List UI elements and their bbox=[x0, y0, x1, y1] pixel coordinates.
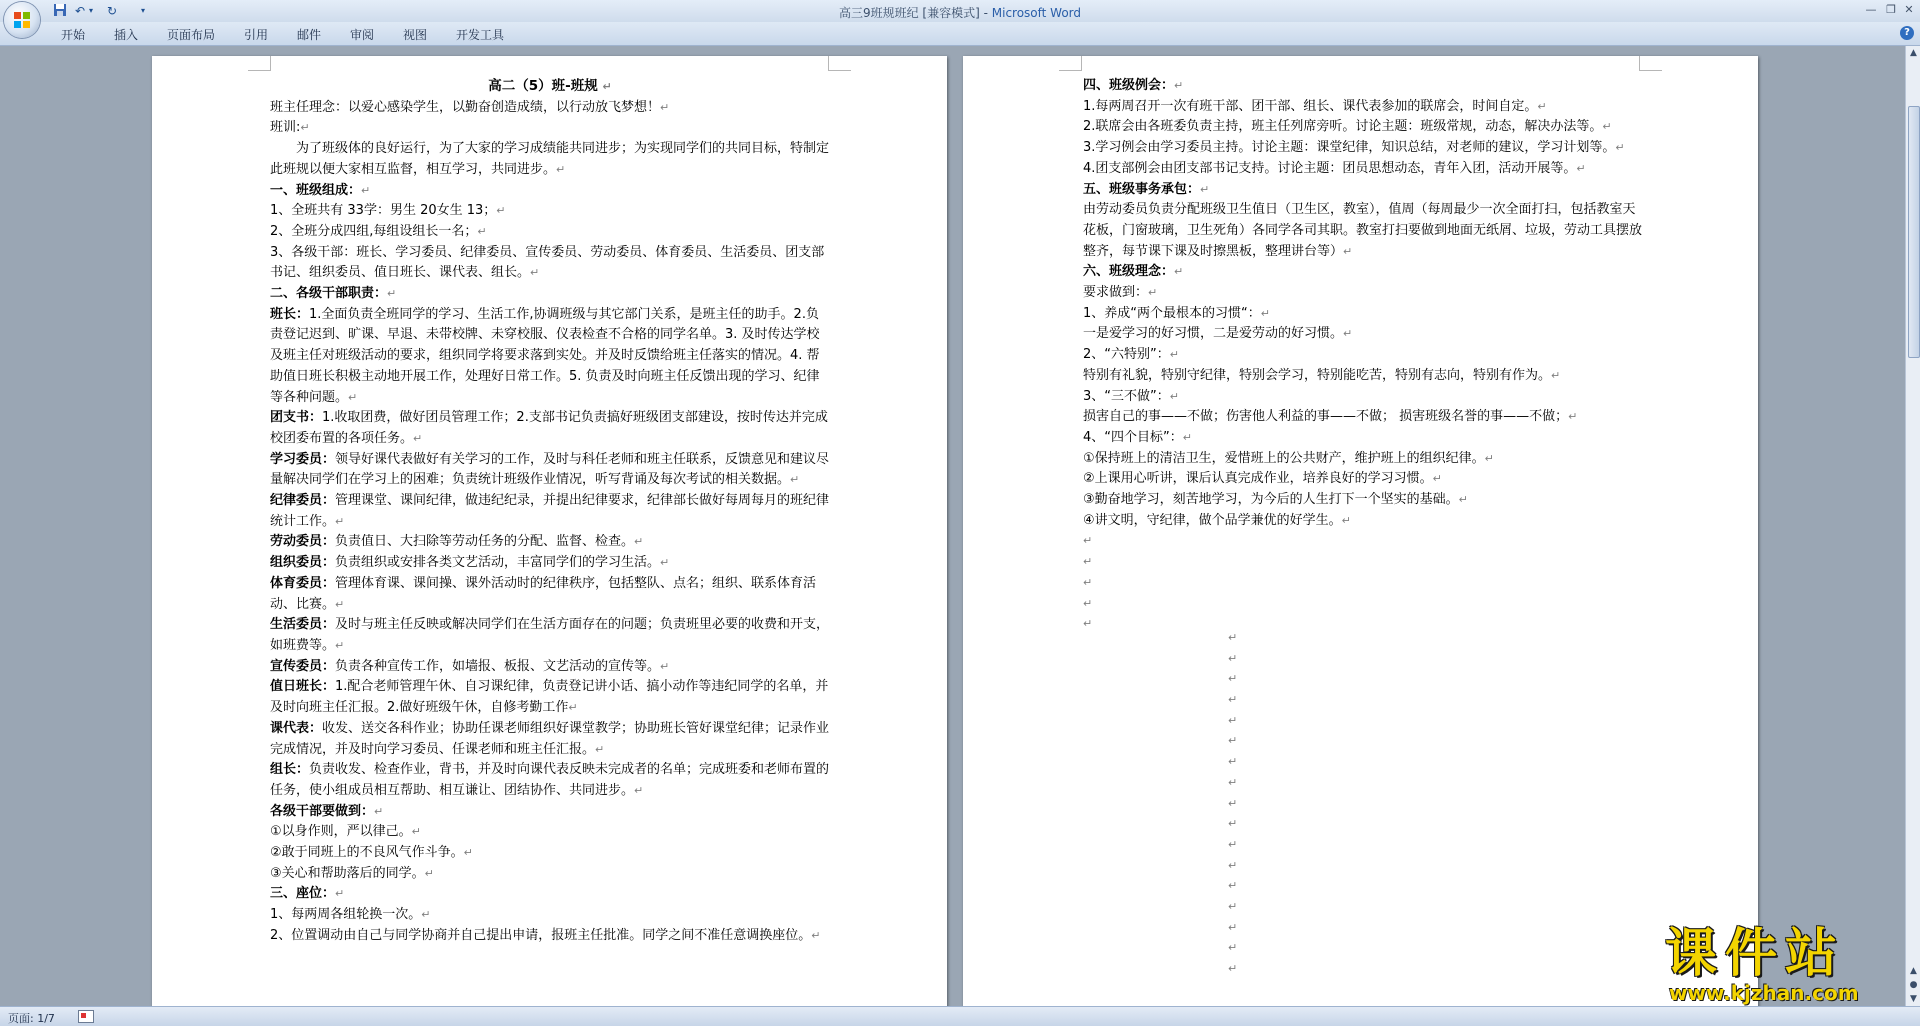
empty-paragraph: ↵ bbox=[1228, 941, 1238, 955]
paragraph bbox=[270, 657, 830, 678]
paragraph-heading: 生活委员： bbox=[270, 617, 336, 633]
paragraph bbox=[270, 553, 830, 574]
paragraph-text: 4.团支部例会由团支部书记支持。讨论主题：团员思想动态，青年入团，活动开展等。 bbox=[1083, 160, 1577, 176]
scroll-up-icon[interactable]: ▲ bbox=[1910, 48, 1917, 58]
empty-paragraph: ↵ bbox=[1083, 555, 1093, 569]
watermark-title: 课件站 bbox=[1665, 923, 1846, 984]
paragraph-text: 1.配合老师管理午休、自习课纪律，负责登记讲小话、搞小动作等违纪同学的名单，并及时向班主任汇报。2.做好班级午休，自修考勤工作 bbox=[270, 679, 829, 716]
status-bar bbox=[0, 1006, 1920, 1026]
tab-review[interactable]: 审阅 bbox=[350, 28, 375, 42]
paragraph-mark: ↵ bbox=[634, 783, 644, 797]
empty-paragraph: ↵ bbox=[1083, 575, 1093, 589]
empty-paragraph: ↵ bbox=[1083, 596, 1093, 610]
paragraph-text: 1、每两周各组轮换一次。 bbox=[270, 907, 422, 923]
paragraph bbox=[270, 574, 830, 615]
paragraph-heading: 纪律委员： bbox=[270, 493, 336, 509]
paragraph-mark: ↵ bbox=[477, 224, 487, 238]
help-icon[interactable]: ? bbox=[1900, 26, 1914, 40]
paragraph-mark: ↵ bbox=[387, 287, 397, 301]
paragraph-mark: ↵ bbox=[300, 121, 310, 135]
empty-paragraph: ↵ bbox=[1228, 693, 1238, 707]
paragraph-text: 班训: bbox=[270, 120, 301, 136]
paragraph-text: 2、全班分成四组,每组设组长一名； bbox=[270, 223, 478, 239]
paragraph bbox=[1083, 428, 1643, 449]
paragraph-text: 收发、送交各科作业；协助任课老师组织好课堂教学；协助班长管好课堂纪律；记录作业完成情况，并及时向学习委员、任课老师和班主任汇报。 bbox=[270, 720, 830, 757]
paragraph bbox=[1083, 449, 1643, 470]
paragraph-text: 4、“四个目标”： bbox=[1083, 429, 1183, 445]
title-separator: - bbox=[979, 6, 992, 20]
minimize-icon[interactable]: — bbox=[1865, 3, 1877, 16]
empty-paragraph: ↵ bbox=[1228, 713, 1238, 727]
paragraph-text: 管理体育课、课间操、课外活动时的纪律秩序，包括整队、点名；组织、联系体育活动、比赛。 bbox=[270, 575, 817, 612]
paragraph-mark: ↵ bbox=[660, 100, 670, 114]
tab-layout[interactable]: 页面布局 bbox=[167, 28, 216, 42]
paragraph-text: 1.每两周召开一次有班干部、团干部、组长、课代表参加的联席会，时间自定。 bbox=[1083, 98, 1538, 114]
empty-paragraph: ↵ bbox=[1228, 962, 1238, 975]
paragraph-text: ①以身作则，严以律己。 bbox=[270, 824, 412, 840]
paragraph-mark: ↵ bbox=[335, 887, 345, 901]
paragraph-text: 3、“三不做”： bbox=[1083, 388, 1170, 404]
paragraph-mark: ↵ bbox=[335, 514, 345, 528]
paragraph-mark: ↵ bbox=[1615, 141, 1625, 155]
paragraph-mark: ↵ bbox=[1174, 265, 1184, 279]
paragraph-mark: ↵ bbox=[1602, 120, 1612, 134]
next-page-icon[interactable]: ▼ bbox=[1910, 994, 1917, 1004]
paragraph bbox=[270, 181, 830, 202]
paragraph-text: 1、全班共有 33学：男生 20女生 13； bbox=[270, 203, 497, 219]
document-workspace[interactable] bbox=[0, 46, 1905, 1006]
paragraph bbox=[270, 843, 830, 864]
paragraph-mark: ↵ bbox=[595, 742, 605, 756]
document-name: 高三9班规班纪 [兼容模式] bbox=[838, 6, 980, 20]
paragraph bbox=[1083, 138, 1643, 159]
paragraph bbox=[1083, 159, 1643, 180]
paragraph bbox=[1083, 387, 1643, 408]
paragraph-text: ②上课用心听讲，课后认真完成作业，培养良好的学习习惯。 bbox=[1083, 471, 1433, 487]
paragraph-text: 领导好课代表做好有关学习的工作，及时与科任老师和班主任联系，反馈意见和建议尽量解决同学们在学习上的困难；负责统计班级作业情况，听写背诵及每次考试的相关数据。 bbox=[270, 451, 830, 488]
document-title: 高二（5）班-班规 bbox=[488, 78, 598, 94]
paragraph bbox=[270, 201, 830, 222]
paragraph bbox=[270, 450, 830, 491]
paragraph bbox=[1083, 324, 1643, 345]
margin-corner-mark bbox=[248, 56, 271, 71]
paragraph-heading: 三、座位： bbox=[270, 886, 336, 902]
paragraph bbox=[270, 305, 830, 409]
paragraph-text: 要求做到： bbox=[1083, 285, 1149, 301]
paragraph-mark: ↵ bbox=[811, 928, 821, 942]
paragraph-text: 为了班级体的良好运行，为了大家的学习成绩能共同进步；为实现同学们的共同目标，特制定此班规以便大家相互监督，相互学习，共同进步。 bbox=[270, 141, 830, 177]
empty-paragraph: ↵ bbox=[1228, 734, 1238, 748]
paragraph-text: 特别有礼貌，特别守纪律，特别会学习，特别能吃苦，特别有志向，特别有作为。 bbox=[1083, 367, 1552, 383]
paragraph bbox=[270, 118, 830, 139]
tab-insert[interactable]: 插入 bbox=[114, 28, 139, 42]
paragraph-mark: ↵ bbox=[1174, 79, 1184, 92]
paragraph bbox=[270, 243, 830, 284]
paragraph-heading: 劳动委员： bbox=[270, 534, 336, 550]
paragraph-text: 一是爱学习的好习惯，二是爱劳动的好习惯。 bbox=[1083, 326, 1344, 342]
paragraph-mark: ↵ bbox=[1458, 493, 1468, 507]
paragraph-heading: 四、班级例会： bbox=[1083, 78, 1175, 93]
paragraph-heading: 值日班长： bbox=[270, 679, 336, 695]
paragraph-heading: 班长： bbox=[270, 306, 310, 322]
paragraph-text: 2、位置调动由自己与同学协商并自己提出申请，报班主任批准。同学之间不准任意调换座位。 bbox=[270, 927, 812, 943]
paragraph-mark: ↵ bbox=[1341, 513, 1351, 527]
paragraph-text: 管理课堂、课间纪律，做违纪纪录，并提出纪律要求，纪律部长做好每周每月的班纪律统计工作。 bbox=[270, 493, 830, 529]
paragraph-mark: ↵ bbox=[1148, 286, 1158, 300]
paragraph-mark: ↵ bbox=[1537, 99, 1547, 113]
tab-mailings[interactable]: 邮件 bbox=[297, 28, 322, 42]
previous-page-icon[interactable]: ▲ bbox=[1910, 966, 1917, 976]
empty-paragraph: ↵ bbox=[1228, 672, 1238, 686]
app-name: Microsoft Word bbox=[991, 6, 1082, 20]
paragraph bbox=[270, 905, 830, 926]
paragraph-text: ③关心和帮助落后的同学。 bbox=[270, 865, 425, 881]
paragraph-text: 3、各级干部：班长、学习委员、纪律委员、宣传委员、劳动委员、体育委员、生活委员、团支部书记、组织委员、值日班长、课代表、组长。 bbox=[270, 244, 825, 281]
paragraph-heading: 六、班级理念： bbox=[1083, 264, 1175, 280]
paragraph-mark: ↵ bbox=[421, 908, 431, 922]
paragraph bbox=[270, 139, 830, 180]
paragraph-mark: ↵ bbox=[463, 846, 473, 860]
document-page-1[interactable] bbox=[152, 56, 947, 1006]
empty-paragraph: ↵ bbox=[1083, 534, 1093, 548]
language-icon[interactable] bbox=[78, 1010, 94, 1023]
paragraph-text: 由劳动委员负责分配班级卫生值日（卫生区，教室），值周（每周最少一次全面打扫，包括教室天花板，门窗玻璃，卫生死角）各同学各司其职。教室打扫要做到地面无纸屑、垃圾，劳动工具摆放整齐，每节课下课及时擦黑板，整理讲台等） bbox=[1083, 202, 1643, 259]
window-title bbox=[0, 4, 1920, 21]
paragraph bbox=[1083, 117, 1643, 138]
paragraph-mark: ↵ bbox=[1568, 410, 1578, 424]
paragraph-heading: 组织委员： bbox=[270, 555, 336, 571]
empty-paragraph: ↵ bbox=[1083, 617, 1093, 631]
paragraph bbox=[270, 491, 830, 532]
watermark-url: www.kjzhan.com bbox=[1669, 981, 1859, 1005]
paragraph-text: 负责收发、检查作业，背书，并及时向课代表反映未完成者的名单；完成班委和老师布置的任务，使小组成员相互帮助、相互谦让、团结协作、共同进步。 bbox=[270, 762, 830, 798]
paragraph bbox=[1083, 76, 1643, 97]
ribbon-tabs bbox=[0, 22, 1920, 46]
paragraph-heading: 一、班级组成： bbox=[270, 182, 362, 198]
paragraph-text: 1.收取团费，做好团员管理工作；2.支部书记负责搞好班级团支部建设，按时传达并完成校团委布置的各项任务。 bbox=[270, 410, 828, 446]
paragraph-mark: ↵ bbox=[568, 701, 578, 715]
tab-home[interactable]: 开始 bbox=[61, 28, 86, 42]
paragraph bbox=[1083, 97, 1643, 118]
watermark bbox=[1665, 925, 1910, 1003]
undo-dropdown-icon[interactable]: ▾ bbox=[88, 6, 93, 15]
paragraph-text: ①保持班上的清洁卫生，爱惜班上的公共财产，维护班上的组织纪律。 bbox=[1083, 450, 1485, 466]
paragraph-mark: ↵ bbox=[602, 80, 612, 93]
empty-paragraph: ↵ bbox=[1228, 920, 1238, 934]
paragraph-mark: ↵ bbox=[424, 866, 434, 880]
margin-corner-mark bbox=[1639, 56, 1662, 71]
paragraph bbox=[270, 802, 830, 823]
paragraph-text: 负责组织或安排各类文艺活动，丰富同学们的学习生活。 bbox=[335, 555, 661, 571]
paragraph-mark: ↵ bbox=[1343, 327, 1353, 341]
paragraph-mark: ↵ bbox=[1484, 451, 1494, 465]
margin-corner-mark bbox=[1059, 56, 1082, 71]
redo-icon[interactable]: ↻ bbox=[106, 4, 118, 18]
select-browse-object-icon[interactable]: ● bbox=[1909, 980, 1918, 990]
paragraph bbox=[270, 677, 830, 718]
office-logo-icon bbox=[13, 11, 31, 29]
empty-paragraph: ↵ bbox=[1228, 775, 1238, 789]
paragraph bbox=[270, 926, 830, 947]
paragraph bbox=[1083, 366, 1643, 387]
paragraph bbox=[270, 719, 830, 760]
paragraph-mark: ↵ bbox=[1551, 368, 1561, 382]
empty-paragraph: ↵ bbox=[1228, 631, 1238, 644]
paragraph-mark: ↵ bbox=[413, 431, 423, 445]
paragraph-mark: ↵ bbox=[530, 266, 540, 280]
paragraph-text: 负责各种宣传工作，如墙报、板报、文艺活动的宣传等。 bbox=[335, 658, 661, 674]
paragraph bbox=[270, 615, 830, 656]
customize-qat-icon[interactable]: ▾ bbox=[140, 6, 145, 15]
paragraph-mark: ↵ bbox=[1182, 430, 1192, 444]
paragraph-mark: ↵ bbox=[496, 204, 506, 218]
paragraph-text: ④讲文明，守纪律，做个品学兼优的好学生。 bbox=[1083, 512, 1342, 528]
paragraph bbox=[1083, 511, 1643, 532]
paragraph-mark: ↵ bbox=[348, 390, 358, 404]
paragraph-mark: ↵ bbox=[361, 183, 371, 197]
paragraph-text: 2、“六特别”： bbox=[1083, 347, 1170, 363]
paragraph bbox=[270, 222, 830, 243]
paragraph bbox=[1083, 469, 1643, 490]
paragraph bbox=[1083, 345, 1643, 366]
paragraph-text: ②敢于同班上的不良风气作斗争。 bbox=[270, 845, 464, 861]
empty-paragraph: ↵ bbox=[1228, 858, 1238, 872]
page-2-text[interactable] bbox=[1083, 76, 1643, 635]
paragraph bbox=[270, 284, 830, 305]
empty-paragraph-marks bbox=[1228, 631, 1248, 983]
tab-references[interactable]: 引用 bbox=[244, 28, 269, 42]
paragraph bbox=[1083, 200, 1643, 262]
restore-icon[interactable]: ❐ bbox=[1886, 3, 1896, 16]
office-button[interactable] bbox=[4, 2, 40, 38]
paragraph bbox=[270, 760, 830, 801]
paragraph bbox=[270, 884, 830, 905]
paragraph-heading: 二、各级干部职责： bbox=[270, 286, 388, 302]
empty-paragraph: ↵ bbox=[1228, 755, 1238, 769]
paragraph bbox=[1083, 304, 1643, 325]
tab-developer[interactable]: 开发工具 bbox=[456, 28, 505, 42]
empty-paragraph: ↵ bbox=[1228, 817, 1238, 831]
paragraph-mark: ↵ bbox=[374, 804, 384, 818]
paragraph-text: 损害自己的事——不做；伤害他人利益的事——不做； 损害班级名誉的事——不做； bbox=[1083, 409, 1569, 425]
paragraph-mark: ↵ bbox=[1432, 472, 1442, 486]
paragraph-heading: 学习委员： bbox=[270, 451, 336, 467]
vertical-scrollbar[interactable] bbox=[1905, 46, 1920, 1006]
empty-paragraph: ↵ bbox=[1228, 899, 1238, 913]
page-count[interactable]: 页面: 1/7 bbox=[8, 1012, 55, 1025]
paragraph-mark: ↵ bbox=[1200, 182, 1210, 196]
paragraph-heading: 课代表： bbox=[270, 720, 323, 736]
paragraph-text: 1、养成“两个最根本的习惯“： bbox=[1083, 305, 1261, 321]
empty-paragraph: ↵ bbox=[1228, 796, 1238, 810]
paragraph bbox=[270, 532, 830, 553]
paragraph-text: 2.联席会由各班委负责主持，班主任列席旁听。讨论主题：班级常规，动态，解决办法等。 bbox=[1083, 119, 1603, 135]
paragraph bbox=[1083, 283, 1643, 304]
paragraph-mark: ↵ bbox=[660, 659, 670, 673]
paragraph bbox=[270, 98, 830, 119]
paragraph bbox=[1083, 180, 1643, 201]
paragraph-mark: ↵ bbox=[335, 597, 345, 611]
paragraph-mark: ↵ bbox=[335, 638, 345, 652]
paragraph-heading: 宣传委员： bbox=[270, 658, 336, 674]
paragraph-mark: ↵ bbox=[1169, 389, 1179, 403]
close-icon[interactable]: ✕ bbox=[1904, 3, 1914, 16]
paragraph bbox=[1083, 490, 1643, 511]
paragraph-heading: 各级干部要做到： bbox=[270, 803, 375, 819]
paragraph-text: 及时与班主任反映或解决同学们在生活方面存在的问题；负责班里必要的收费和开支，如班费等。 bbox=[270, 617, 830, 653]
paragraph bbox=[1083, 407, 1643, 428]
paragraph bbox=[1083, 262, 1643, 283]
paragraph-mark: ↵ bbox=[411, 825, 421, 839]
scroll-thumb[interactable] bbox=[1908, 106, 1920, 358]
paragraph-mark: ↵ bbox=[1343, 244, 1353, 258]
document-page-2[interactable] bbox=[963, 56, 1758, 1006]
empty-paragraph: ↵ bbox=[1228, 879, 1238, 893]
paragraph-mark: ↵ bbox=[634, 535, 644, 549]
paragraph-mark: ↵ bbox=[1169, 348, 1179, 362]
paragraph-text: 1.全面负责全班同学的学习、生活工作,协调班级与其它部门关系，是班主任的助手。2.负责登记迟到、旷课、早退、未带校牌、未穿校服、仪表检查不合格的同学名单。3. 及时传达学校及班主任对班级活动的要求，组织同学将要求落到实处。并及时反馈给班主任落实的情况。4. 帮助值日班长积极主动地开展工作，处理好日常工作。5. 负责及时向班主任反馈出现的学习、纪律等各种问题。 bbox=[270, 306, 820, 405]
margin-corner-mark bbox=[828, 56, 851, 71]
paragraph bbox=[270, 822, 830, 843]
paragraph-mark: ↵ bbox=[660, 556, 670, 570]
page-1-text[interactable] bbox=[270, 76, 830, 947]
paragraph-mark: ↵ bbox=[790, 473, 800, 487]
paragraph bbox=[270, 408, 830, 449]
paragraph-heading: 组长： bbox=[270, 762, 310, 778]
paragraph-text: 负责值日、大扫除等劳动任务的分配、监督、检查。 bbox=[335, 534, 635, 550]
empty-paragraph: ↵ bbox=[1228, 651, 1238, 665]
tab-view[interactable]: 视图 bbox=[403, 28, 428, 42]
undo-icon[interactable]: ↶ bbox=[74, 4, 86, 18]
paragraph-mark: ↵ bbox=[556, 162, 566, 176]
paragraph-text: ③勤奋地学习，刻苦地学习，为今后的人生打下一个坚实的基础。 bbox=[1083, 492, 1459, 508]
paragraph bbox=[270, 864, 830, 885]
paragraph-text: 3.学习例会由学习委员主持。讨论主题：课堂纪律，知识总结，对老师的建议，学习计划等。 bbox=[1083, 140, 1616, 156]
paragraph-text: 班主任理念：以爱心感染学生，以勤奋创造成绩，以行动放飞梦想！ bbox=[270, 99, 661, 115]
title-bar bbox=[0, 0, 1920, 22]
paragraph-mark: ↵ bbox=[1576, 161, 1586, 175]
paragraph-heading: 团支书： bbox=[270, 410, 323, 426]
paragraph-heading: 体育委员： bbox=[270, 575, 336, 591]
paragraph-heading: 五、班级事务承包： bbox=[1083, 181, 1201, 197]
paragraph-mark: ↵ bbox=[1260, 306, 1270, 320]
empty-paragraph: ↵ bbox=[1228, 837, 1238, 851]
